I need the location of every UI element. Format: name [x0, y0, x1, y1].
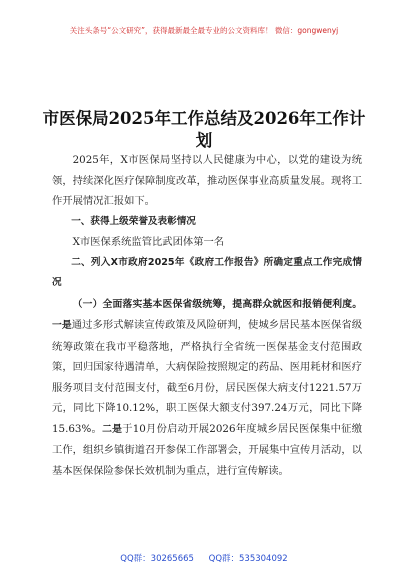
- section-heading-1: 一、获得上级荣誉及表彰情况: [71, 215, 196, 227]
- promo-banner: 关注头条号“公文研究”，获得最新最全最专业的公文资料库！ 微信：gongwenyj: [69, 26, 339, 35]
- section-heading-2: 二、列入X市政府2025年《政府工作报告》所确定重点工作完成情况: [52, 256, 362, 288]
- intro-paragraph: 2025年，X市医保局坚持以人民健康为中心，以党的建设为统领，持续深化医疗保障制度改革，推动医保事业高质量发展。现将工作开展情况汇报如下。: [52, 154, 362, 207]
- item-1-paragraph: [52, 294, 362, 482]
- document-title: 市医保局2025年工作总结及2026年工作计划: [42, 109, 366, 150]
- section-1-text: X市医保系统监管比武团体第一名: [72, 236, 225, 248]
- item-1-part-1-label: 一是: [52, 320, 72, 331]
- footer-contact: [0, 552, 408, 564]
- item-1-part-1-text: 通过多形式解读宣传政策及风险研判，使城乡居民基本医保省级统筹政策在我市平稳落地，严格执行全省统一医保基金支付范围政策，回归国家待遇清单，大病保险按照规定的药品、医用耗材和医疗服务项目支付范围支付，截至6月份，居民医保大病支付1221.57万元，同比下降10.12%，职工医保大额支付397.24万元，同比下降15.63%。: [52, 319, 363, 435]
- document-body: [52, 150, 362, 481]
- item-1-part-2-text: 于10月份启动开展2026年度城乡居民医保集中征缴工作，组织乡镇街道召开参保工作部署会，开展集中宣传月活动，以基本医保保险参保长效机制为重点，进行宣传解读。: [52, 422, 363, 477]
- footer-qq-group-2: QQ群：535304092: [208, 554, 288, 564]
- footer-qq-group-1: QQ群：30265665: [120, 554, 194, 564]
- item-1-part-2-label: 二是: [102, 423, 123, 435]
- item-1-heading: （一）全面落实基本医保省级统筹，提高群众就医和报销便利度。: [72, 298, 362, 310]
